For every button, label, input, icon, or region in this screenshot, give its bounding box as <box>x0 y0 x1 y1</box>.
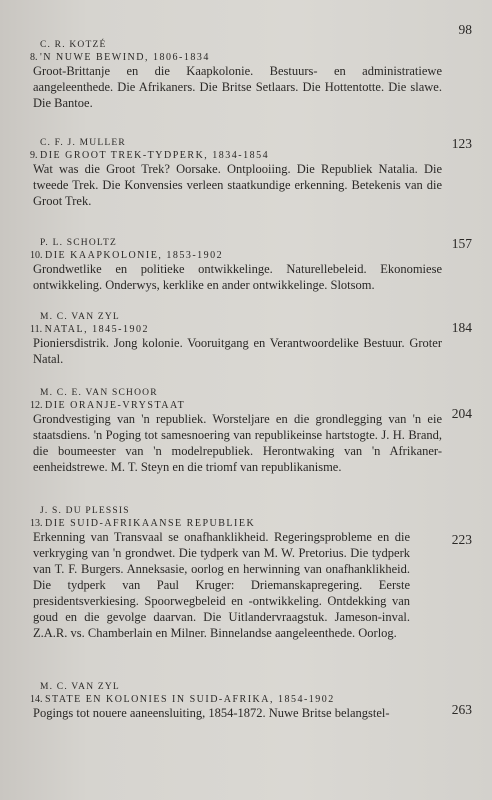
entry-title: 11. NATAL, 1845-1902 <box>30 324 149 335</box>
page-number-entry-11: 184 <box>451 320 472 335</box>
entry-author: C. F. J. MULLER <box>40 138 126 148</box>
page-number-entry-9: 123 <box>451 136 472 151</box>
entry-description: Pioniersdistrik. Jong kolonie. Vooruitgang en Verantwoordelike Bestuur. Groter Natal. <box>33 336 442 366</box>
page-number-entry-13: 223 <box>451 532 472 547</box>
entry-description: Wat was die Groot Trek? Oorsake. Ontplooiing. Die Republiek Natalia. Die tweede Trek. Die Konvensies verleen staatkundige erkenning. Betekenis van die Groot Trek. <box>33 162 442 208</box>
entry-title: 12. DIE ORANJE-VRYSTAAT <box>30 400 186 411</box>
page-number-entry-14: 263 <box>451 702 472 717</box>
entry-title: 8. 'N NUWE BEWIND, 1806-1834 <box>30 52 210 63</box>
entry-description: Grondvestiging van 'n republiek. Worsteljare en die grondlegging van 'n eie staatsdiens. 'n Poging tot samesnoering van republikeinse hartstogte. J. H. Brand, die boumeester van 'n modelrepubliek. Herontwaking van 'n Afrikaner-eenheidstrewe. M. T. Steyn en die triomf van republikanisme. <box>33 412 442 474</box>
entry-title: 10. DIE KAAPKOLONIE, 1853-1902 <box>30 250 224 261</box>
toc-entry-9 <box>30 138 442 209</box>
entry-description: Pogings tot nouere aaneensluiting, 1854-1872. Nuwe Britse belangstel- <box>33 706 390 720</box>
entry-title: 13. DIE SUID-AFRIKAANSE REPUBLIEK <box>30 518 256 529</box>
entry-author: J. S. DU PLESSIS <box>40 506 130 516</box>
toc-entry-14 <box>30 682 442 721</box>
entry-description: Erkenning van Transvaal se onafhanklikheid. Regeringsprobleme en die verkryging van 'n grondwet. Die tydperk van M. W. Pretorius. Die tydperk van T. F. Burgers. Anneksasie, oorlog en herwinning van onafhanklikheid. Die tydperk van Paul Kruger: Driemanskapregering. Eerste presidentsverkiesing. Spoorwegbeleid en -ontwikkeling. Ontdekking van goud en die gevolge daarvan. Die Uitlandervraagstuk. Jameson-inval. Z.A.R. vs. Chamberlain en Milner. Binnelandse aangeleenthede. Oorlog. <box>33 530 410 640</box>
page-number-top: 98 <box>458 22 472 37</box>
toc-entry-13 <box>30 506 442 641</box>
toc-entry-10 <box>30 238 442 293</box>
entry-author: P. L. SCHOLTZ <box>40 238 118 248</box>
entry-title: 14. STATE EN KOLONIES IN SUID-AFRIKA, 1854-1902 <box>30 694 335 705</box>
entry-author: M. C. E. VAN SCHOOR <box>40 388 158 398</box>
page-number-entry-12: 204 <box>451 406 472 421</box>
entry-author: M. C. VAN ZYL <box>40 682 120 692</box>
entry-description: Grondwetlike en politieke ontwikkelinge. Naturellebeleid. Ekonomiese ontwikkeling. Onderwys, kerklike en ander ontwikkelinge. Slotsom. <box>33 262 442 292</box>
entry-title: 9. DIE GROOT TREK-TYDPERK, 1834-1854 <box>30 150 270 161</box>
entry-description: Groot-Brittanje en die Kaapkolonie. Bestuurs- en administratiewe aangeleenthede. Die Afrikaners. Die Britse Setlaars. Die Hottentotte. Die slawe. Die Bantoe. <box>33 64 442 110</box>
entry-author: M. C. VAN ZYL <box>40 312 120 322</box>
page-number-entry-10: 157 <box>451 236 472 251</box>
toc-entry-12 <box>30 388 442 475</box>
toc-entry-8 <box>30 40 442 111</box>
entry-author: C. R. KOTZÉ <box>40 40 107 50</box>
toc-entry-11 <box>30 312 442 367</box>
